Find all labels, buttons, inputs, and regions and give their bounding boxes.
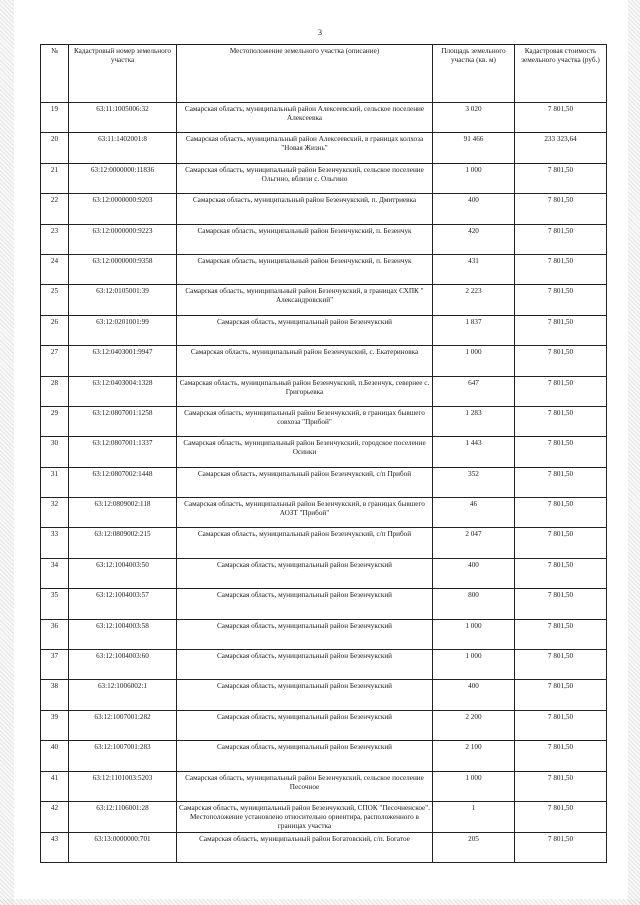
cell-cadastral-cost: 7 801,50 xyxy=(515,376,607,406)
cell-cadastral-number: 63:12:0807001:1337 xyxy=(69,437,177,467)
cell-cadastral-number: 63:12:1004003:57 xyxy=(69,589,177,619)
table-row xyxy=(41,558,607,588)
cell-area: 1 000 xyxy=(433,650,515,680)
cell-cadastral-cost: 7 801,50 xyxy=(515,254,607,284)
cell-location: Самарская область, муниципальный район Безенчукский, в границах СХПК " Александровский" xyxy=(177,285,433,315)
table-row xyxy=(41,376,607,406)
cell-cadastral-cost: 7 801,50 xyxy=(515,558,607,588)
cell-cadastral-cost: 7 801,50 xyxy=(515,163,607,193)
cell-area: 1 283 xyxy=(433,406,515,436)
cell-area: 205 xyxy=(433,832,515,862)
cell-area: 400 xyxy=(433,558,515,588)
cell-number: 28 xyxy=(41,376,69,406)
cell-number: 30 xyxy=(41,437,69,467)
land-plots-table xyxy=(40,44,607,863)
cell-location: Самарская область, муниципальный район Безенчукский xyxy=(177,619,433,649)
cell-cadastral-cost: 233 323,64 xyxy=(515,133,607,163)
cell-location: Самарская область, муниципальный район Безенчукский xyxy=(177,650,433,680)
cell-number: 37 xyxy=(41,650,69,680)
cell-cadastral-number: 63:12:0000000:11836 xyxy=(69,163,177,193)
table-row xyxy=(41,224,607,254)
cell-cadastral-cost: 7 801,50 xyxy=(515,406,607,436)
table-row xyxy=(41,650,607,680)
cell-location: Самарская область, муниципальный район Безенчукский, с. Екатериновка xyxy=(177,346,433,376)
cell-cadastral-number: 63:12:0201001:99 xyxy=(69,315,177,345)
cell-cadastral-number: 63:11:1402001:8 xyxy=(69,133,177,163)
cell-number: 34 xyxy=(41,558,69,588)
cell-number: 19 xyxy=(41,103,69,133)
cell-cadastral-number: 63:12:0105001:39 xyxy=(69,285,177,315)
table-header-row xyxy=(41,45,607,103)
cell-number: 22 xyxy=(41,194,69,224)
cell-area: 400 xyxy=(433,194,515,224)
table-row xyxy=(41,680,607,710)
cell-number: 32 xyxy=(41,498,69,528)
cell-cadastral-number: 63:12:0000000:9223 xyxy=(69,224,177,254)
header-area: Площадь земельного участка (кв. м) xyxy=(433,45,515,103)
cell-number: 43 xyxy=(41,832,69,862)
cell-cadastral-number: 63:12:1004003:60 xyxy=(69,650,177,680)
header-cadastral-cost: Кадастровая стоимость земельного участка (руб.) xyxy=(515,45,607,103)
cell-area: 800 xyxy=(433,589,515,619)
cell-area: 352 xyxy=(433,467,515,497)
cell-number: 40 xyxy=(41,741,69,771)
cell-number: 31 xyxy=(41,467,69,497)
cell-number: 36 xyxy=(41,619,69,649)
cell-location: Самарская область, муниципальный район Безенчукский xyxy=(177,710,433,740)
cell-area: 2 223 xyxy=(433,285,515,315)
cell-area: 431 xyxy=(433,254,515,284)
page-number: 3 xyxy=(318,28,322,37)
cell-location: Самарская область, муниципальный район Безенчукский, п.Безенчук, севернее с. Григорьевка xyxy=(177,376,433,406)
table-row xyxy=(41,194,607,224)
table-row xyxy=(41,498,607,528)
cell-cadastral-number: 63:12:1004003:58 xyxy=(69,619,177,649)
cell-cadastral-number: 63:13:0000000:701 xyxy=(69,832,177,862)
table-row xyxy=(41,801,607,832)
cell-number: 42 xyxy=(41,801,69,832)
table-row xyxy=(41,103,607,133)
cell-number: 24 xyxy=(41,254,69,284)
cell-location: Самарская область, муниципальный район Безенчукский xyxy=(177,315,433,345)
cell-area: 420 xyxy=(433,224,515,254)
cell-cadastral-number: 63:12:1007001:282 xyxy=(69,710,177,740)
cell-location: Самарская область, муниципальный район Безенчукский, п. Безенчук xyxy=(177,224,433,254)
cell-number: 26 xyxy=(41,315,69,345)
cell-location: Самарская область, муниципальный район Безенчукский xyxy=(177,589,433,619)
table-row xyxy=(41,133,607,163)
cell-number: 27 xyxy=(41,346,69,376)
cell-number: 25 xyxy=(41,285,69,315)
cell-area: 3 020 xyxy=(433,103,515,133)
cell-area: 400 xyxy=(433,680,515,710)
cell-area: 1 000 xyxy=(433,619,515,649)
header-location: Местоположение земельного участка (описание) xyxy=(177,45,433,103)
table-row xyxy=(41,771,607,801)
cell-location: Самарская область, муниципальный район Безенчукский, п. Безенчук xyxy=(177,254,433,284)
cell-number: 29 xyxy=(41,406,69,436)
table-row xyxy=(41,619,607,649)
cell-cadastral-number: 63:12:1106001:28 xyxy=(69,801,177,832)
table-body xyxy=(41,103,607,863)
cell-cadastral-cost: 7 801,50 xyxy=(515,650,607,680)
table-row xyxy=(41,741,607,771)
cell-number: 38 xyxy=(41,680,69,710)
scan-edge-right xyxy=(628,0,640,905)
cell-cadastral-number: 63:12:0807002:1448 xyxy=(69,467,177,497)
cell-number: 21 xyxy=(41,163,69,193)
cell-area: 1 000 xyxy=(433,346,515,376)
cell-cadastral-number: 63:12:0403004:1328 xyxy=(69,376,177,406)
cell-cadastral-cost: 7 801,50 xyxy=(515,346,607,376)
cell-area: 2 047 xyxy=(433,528,515,558)
cell-cadastral-number: 63:12:0000000:9358 xyxy=(69,254,177,284)
table-row xyxy=(41,710,607,740)
cell-cadastral-cost: 7 801,50 xyxy=(515,103,607,133)
cell-location: Самарская область, муниципальный район Безенчукский, городское поселение Осинки xyxy=(177,437,433,467)
cell-cadastral-cost: 7 801,50 xyxy=(515,680,607,710)
cell-location: Самарская область, муниципальный район Безенчукский xyxy=(177,741,433,771)
cell-location: Самарская область, муниципальный район Безенчукский, сельское поселение Песочное xyxy=(177,771,433,801)
cell-cadastral-cost: 7 801,50 xyxy=(515,224,607,254)
cell-cadastral-cost: 7 801,50 xyxy=(515,801,607,832)
table-row xyxy=(41,285,607,315)
table-row xyxy=(41,315,607,345)
table-row xyxy=(41,589,607,619)
cell-location: Самарская область, муниципальный район Безенчукский xyxy=(177,680,433,710)
cell-number: 41 xyxy=(41,771,69,801)
cell-cadastral-cost: 7 801,50 xyxy=(515,619,607,649)
cell-location: Самарская область, муниципальный район Богатовский, с/п. Богатое xyxy=(177,832,433,862)
cell-area: 46 xyxy=(433,498,515,528)
cell-cadastral-cost: 7 801,50 xyxy=(515,285,607,315)
table-row xyxy=(41,406,607,436)
cell-number: 20 xyxy=(41,133,69,163)
cell-area: 1 000 xyxy=(433,771,515,801)
cell-cadastral-number: 63:12:1004003:50 xyxy=(69,558,177,588)
cell-cadastral-cost: 7 801,50 xyxy=(515,771,607,801)
cell-cadastral-cost: 7 801,50 xyxy=(515,315,607,345)
cell-cadastral-cost: 7 801,50 xyxy=(515,498,607,528)
cell-number: 39 xyxy=(41,710,69,740)
cell-cadastral-cost: 7 801,50 xyxy=(515,194,607,224)
cell-location: Самарская область, муниципальный район Алексеевский, сельское поселение Алексеевка xyxy=(177,103,433,133)
cell-number: 23 xyxy=(41,224,69,254)
cell-cadastral-number: 63:12:1101003:5203 xyxy=(69,771,177,801)
cell-cadastral-number: 63:12:0403001:9947 xyxy=(69,346,177,376)
cell-cadastral-cost: 7 801,50 xyxy=(515,832,607,862)
cell-cadastral-cost: 7 801,50 xyxy=(515,589,607,619)
table-row xyxy=(41,832,607,862)
cell-cadastral-number: 63:12:1007001:283 xyxy=(69,741,177,771)
cell-area: 2 100 xyxy=(433,741,515,771)
cell-cadastral-cost: 7 801,50 xyxy=(515,437,607,467)
cell-cadastral-cost: 7 801,50 xyxy=(515,710,607,740)
cell-area: 1 837 xyxy=(433,315,515,345)
cell-area: 2 200 xyxy=(433,710,515,740)
cell-cadastral-number: 63:11:1005006:32 xyxy=(69,103,177,133)
cell-area: 1 000 xyxy=(433,163,515,193)
table-row xyxy=(41,528,607,558)
cell-number: 33 xyxy=(41,528,69,558)
cell-cadastral-cost: 7 801,50 xyxy=(515,467,607,497)
table-row xyxy=(41,254,607,284)
table-row xyxy=(41,437,607,467)
cell-area: 91 466 xyxy=(433,133,515,163)
cell-cadastral-number: 63:12:1006002:1 xyxy=(69,680,177,710)
scan-edge-bottom xyxy=(0,899,640,905)
cell-location: Самарская область, муниципальный район Безенчукский, сельское поселение Ольгино, вблизи с. Ольгино xyxy=(177,163,433,193)
cell-location: Самарская область, муниципальный район Безенчукский xyxy=(177,558,433,588)
cell-cadastral-number: 63:12:0809002:215 xyxy=(69,528,177,558)
header-number: № xyxy=(41,45,69,103)
scan-edge-left xyxy=(0,0,14,905)
cell-area: 1 xyxy=(433,801,515,832)
cell-cadastral-cost: 7 801,50 xyxy=(515,741,607,771)
cell-cadastral-cost: 7 801,50 xyxy=(515,528,607,558)
cell-location: Самарская область, муниципальный район Безенчукский, СПОК "Песочненское". Местоположение установлено относительно ориентира, расположенного в границах участка xyxy=(177,801,433,832)
cell-location: Самарская область, муниципальный район Безенчукский, с/п Прибой xyxy=(177,467,433,497)
cell-location: Самарская область, муниципальный район Безенчукский, с/п Прибой xyxy=(177,528,433,558)
cell-area: 647 xyxy=(433,376,515,406)
cell-location: Самарская область, муниципальный район Алексеевский, в границах колхоза "Новая Жизнь" xyxy=(177,133,433,163)
cell-cadastral-number: 63:12:0000000:9203 xyxy=(69,194,177,224)
table-row xyxy=(41,346,607,376)
cell-location: Самарская область, муниципальный район Безенчукский, в границах бывшего АОЗТ "Прибой" xyxy=(177,498,433,528)
table-row xyxy=(41,467,607,497)
cell-number: 35 xyxy=(41,589,69,619)
cell-area: 1 443 xyxy=(433,437,515,467)
header-cadastral-number: Кадастровый номер земельного участка xyxy=(69,45,177,103)
cell-location: Самарская область, муниципальный район Безенчукский, в границах бывшего совхоза "Прибой" xyxy=(177,406,433,436)
table-row xyxy=(41,163,607,193)
cell-location: Самарская область, муниципальный район Безенчукский, п. Дмитриевка xyxy=(177,194,433,224)
cell-cadastral-number: 63:12:0807001:1258 xyxy=(69,406,177,436)
cell-cadastral-number: 63:12:0809002:118 xyxy=(69,498,177,528)
